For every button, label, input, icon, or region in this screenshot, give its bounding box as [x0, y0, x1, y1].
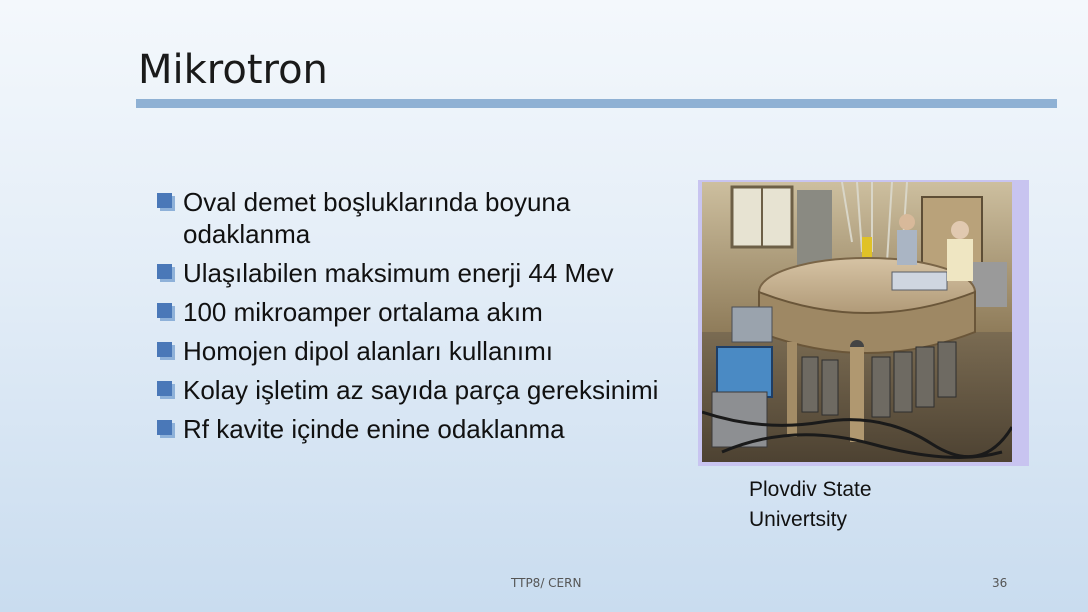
checkbox-bullet-icon: [157, 342, 172, 357]
microtron-photo: [702, 182, 1012, 462]
bullet-item: [156, 296, 676, 328]
checkbox-bullet-icon: [157, 193, 172, 208]
checkbox-bullet-icon: [157, 264, 172, 279]
bullet-text: Rf kavite içinde enine odaklanma: [183, 414, 565, 444]
caption-line-1: Plovdiv State: [749, 478, 872, 501]
photo-caption: [749, 475, 872, 535]
caption-line-2: Univertsity: [749, 508, 848, 531]
page-number: 36: [992, 576, 1008, 590]
slide-title: Mikrotron: [138, 47, 328, 93]
bullet-text: Oval demet boşluklarında boyuna odaklanma: [183, 187, 571, 249]
checkbox-bullet-icon: [157, 420, 172, 435]
bullet-text: Ulaşılabilen maksimum enerji 44 Mev: [183, 258, 614, 288]
photo-frame: [698, 180, 1029, 466]
title-underline: [136, 99, 1057, 108]
bullet-text: Homojen dipol alanları kullanımı: [183, 336, 553, 366]
bullet-item: [156, 374, 676, 406]
checkbox-bullet-icon: [157, 303, 172, 318]
bullet-item: [156, 335, 676, 367]
footer-text: TTP8/ CERN: [511, 576, 582, 590]
bullet-item: [156, 413, 676, 445]
bullet-item: [156, 186, 676, 250]
bullet-text: Kolay işletim az sayıda parça gereksinimi: [183, 375, 659, 405]
bullet-text: 100 mikroamper ortalama akım: [183, 297, 543, 327]
bullet-item: [156, 257, 676, 289]
checkbox-bullet-icon: [157, 381, 172, 396]
bullet-list: [156, 186, 676, 452]
microtron-illustration: [702, 182, 1012, 462]
